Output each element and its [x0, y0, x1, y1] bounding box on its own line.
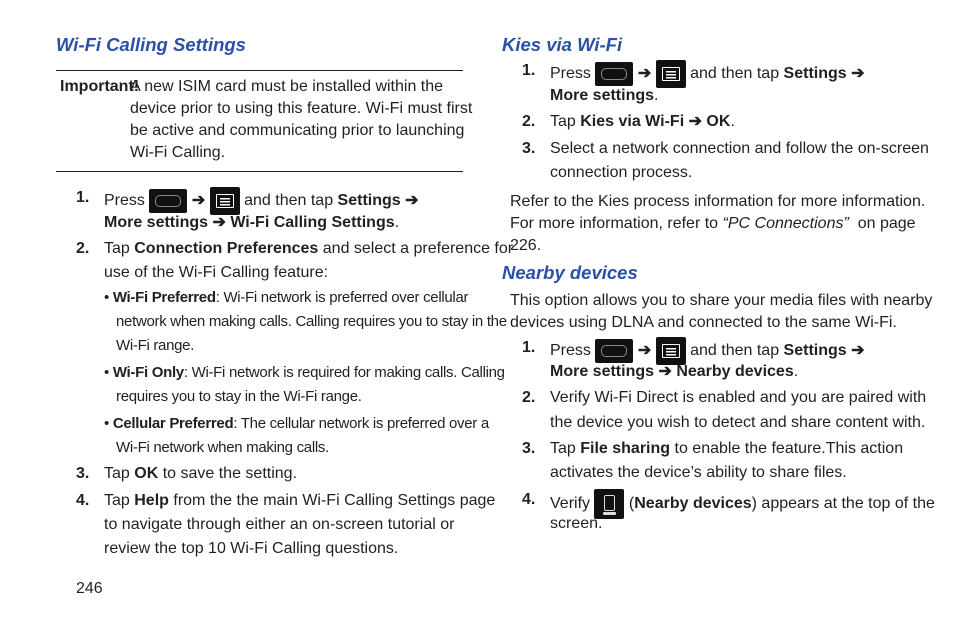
section-heading-kies: Kies via Wi-Fi — [502, 34, 623, 55]
bullet-wifi-only-line-2: requires you to stay in the Wi-Fi range. — [116, 388, 362, 405]
step-number: 1. — [522, 62, 536, 79]
step-4-line-1: Tap Help from the the main Wi-Fi Calling Settings page — [104, 492, 496, 509]
nearby-step-4-line-2: screen. — [550, 515, 603, 532]
step-1-line-1: Press ➔ and then tap Settings ➔ — [104, 187, 419, 215]
nearby-intro-line-2: devices using DLNA and connected to the same Wi-Fi. — [510, 314, 897, 331]
step-2-line-2: use of the Wi-Fi Calling feature: — [104, 264, 329, 281]
nearby-step-2-line-2: the device you wish to detect and share content with. — [550, 414, 926, 431]
pc-connections-reference: “PC Connections” — [722, 215, 849, 232]
bullet-wifi-preferred: • Wi-Fi Preferred: Wi-Fi network is preferred over cellular — [104, 289, 469, 306]
home-key-icon — [595, 339, 633, 363]
page-number: 246 — [76, 580, 103, 597]
menu-key-icon — [656, 60, 686, 88]
step-number: 4. — [522, 491, 536, 508]
kies-para-line-2: For more information, refer to “PC Connections” on page — [510, 215, 916, 232]
important-line-2: device prior to using this feature. Wi-Fi must first — [130, 100, 473, 117]
bullet-wifi-preferred-line-3: Wi-Fi range. — [116, 337, 195, 354]
section-heading-nearby-devices: Nearby devices — [502, 262, 638, 283]
step-number: 2. — [522, 389, 536, 406]
home-key-icon — [595, 62, 633, 86]
step-number: 3. — [522, 440, 536, 457]
step-number: 4. — [76, 492, 90, 509]
important-label: Important! — [60, 78, 140, 95]
nearby-step-2-line-1: Verify Wi-Fi Direct is enabled and you are paired with — [550, 389, 927, 406]
bullet-wifi-only: • Wi-Fi Only: Wi-Fi network is required for making calls. Calling — [104, 364, 505, 381]
important-line-1: A new ISIM card must be installed within the — [130, 78, 444, 95]
kies-step-3-line-1: Select a network connection and follow the on-screen — [550, 140, 929, 157]
step-number: 1. — [76, 189, 90, 206]
kies-step-1-line-1: Press ➔ and then tap Settings ➔ — [550, 60, 865, 88]
bullet-wifi-preferred-line-2: network when making calls. Calling requires you to stay in the — [116, 313, 507, 330]
nearby-step-1-line-2: More settings ➔ Nearby devices. — [550, 363, 799, 380]
home-key-icon — [149, 189, 187, 213]
step-number: 3. — [76, 465, 90, 482]
kies-step-3-line-2: connection process. — [550, 164, 693, 181]
kies-step-2-line-1: Tap Kies via Wi-Fi ➔ OK. — [550, 113, 735, 130]
step-3-line-1: Tap OK to save the setting. — [104, 465, 298, 482]
kies-step-1-line-2: More settings. — [550, 87, 659, 104]
step-number: 1. — [522, 339, 536, 356]
nearby-intro-line-1: This option allows you to share your media files with nearby — [510, 292, 933, 309]
kies-para-line-3: 226. — [510, 237, 542, 254]
nearby-step-1-line-1: Press ➔ and then tap Settings ➔ — [550, 337, 865, 365]
step-number: 3. — [522, 140, 536, 157]
step-1-line-2: More settings ➔ Wi-Fi Calling Settings. — [104, 214, 400, 231]
bullet-cellular-preferred: • Cellular Preferred: The cellular network is preferred over a — [104, 415, 489, 432]
step-4-line-2: to navigate through either an on-screen tutorial or — [104, 516, 455, 533]
bullet-cellular-preferred-line-2: Wi-Fi network when making calls. — [116, 439, 329, 456]
nearby-step-4-line-1: Verify (Nearby devices) appears at the top of the — [550, 489, 935, 519]
important-line-4: Wi-Fi Calling. — [130, 144, 226, 161]
step-number: 2. — [76, 240, 90, 257]
step-4-line-3: review the top 10 Wi-Fi Calling questions. — [104, 540, 399, 557]
menu-key-icon — [210, 187, 240, 215]
nearby-step-3-line-1: Tap File sharing to enable the feature.This action — [550, 440, 904, 457]
important-line-3: be active and communicating prior to launching — [130, 122, 465, 139]
step-number: 2. — [522, 113, 536, 130]
section-heading-wifi-calling: Wi-Fi Calling Settings — [56, 34, 246, 55]
divider-top — [56, 70, 463, 71]
divider-bottom — [56, 171, 463, 172]
step-2-line-1: Tap Connection Preferences and select a preference for — [104, 240, 514, 257]
nearby-step-3-line-2: activates the device’s ability to share files. — [550, 464, 847, 481]
kies-para-line-1: Refer to the Kies process information for more information. — [510, 193, 926, 210]
